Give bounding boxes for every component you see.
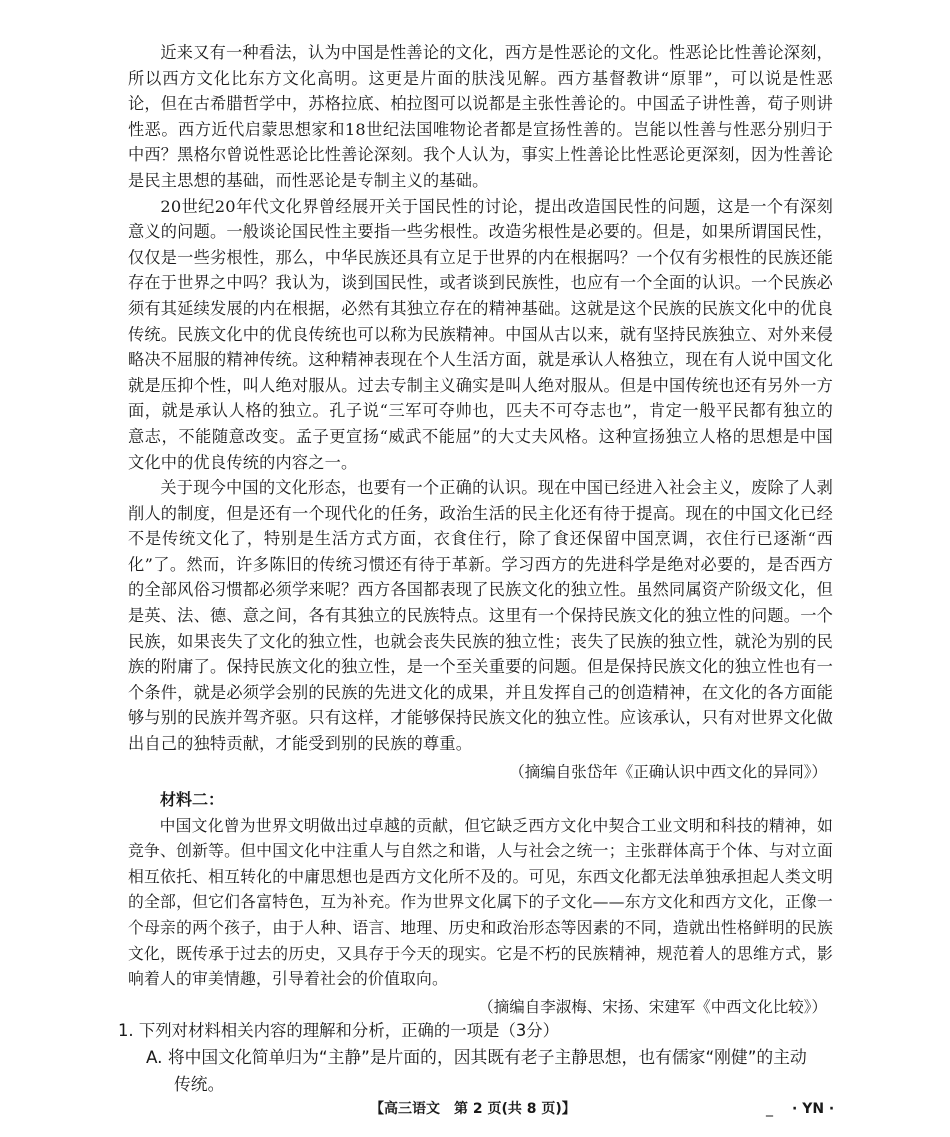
page-footer [0,1098,950,1122]
exam-code: · YN · [792,1101,835,1117]
material1-paragraph-2: 20世纪20年代文化界曾经展开关于国民性的讨论，提出改造国民性的问题，这是一个有深刻意义的问题。一般谈论国民性主要指一些劣根性。改造劣根性是必要的。但是，如果所谓国民性，仅仅是一些劣根性，那么，中华民族还具有立足于世界的内在根据吗？一个仅有劣根性的民族还能存在于世界之中吗？我认为，谈到国民性，或者谈到民族性，也应有一个全面的认识。一个民族必须有其延续发展的内在根据，必然有其独立存在的精神基础。这就是这个民族的民族文化中的优良传统。民族文化中的优良传统也可以称为民族精神。中国从古以来，就有坚持民族独立、对外来侵略决不屈服的精神传统。这种精神表现在个人生活方面，就是承认人格独立，现在有人说中国文化就是压抑个性，叫人绝对服从。过去专制主义确实是叫人绝对服从。但是中国传统也还有另外一方面，就是承认人格的独立。孔子说“三军可夺帅也，匹夫不可夺志也”，肯定一般平民都有独立的意志，不能随意改变。孟子更宣扬“威武不能屈”的大丈夫风格。这种宣扬独立人格的思想是中国文化中的优良传统的内容之一。 [128,196,833,472]
question-1 [118,1018,838,1098]
page-number-label: 【高三语文 第 2 页(共 8 页)】 [370,1101,576,1117]
option-a [118,1044,838,1098]
material1-paragraph-1: 近来又有一种看法，认为中国是性善论的文化，西方是性恶论的文化。性恶论比性善论深刻，所以西方文化比东方文化高明。这更是片面的肤浅见解。西方基督教讲“原罪”，可以说是性恶论，但在古希腊哲学中，苏格拉底、柏拉图可以说都是主张性善论的。中国孟子讲性善，荀子则讲性恶。西方近代启蒙思想家和18世纪法国唯物论者都是宣扬性善的。岂能以性善与性恶分别归于中西？黑格尔曾说性恶论比性善论深刻。我个人认为，事实上性善论比性恶论更深刻，因为性善论是民主思想的基础，而性恶论是专制主义的基础。 [128,43,833,190]
material1-source: （摘编自张岱年《正确认识中西文化的异同》） [509,762,827,781]
material1-paragraph-3: 关于现今中国的文化形态，也要有一个正确的认识。现在中国已经进入社会主义，废除了人剥削人的制度，但是还有一个现代化的任务，政治生活的民主化还有待于提高。现在的中国文化已经不是传统文化了，特别是生活方式方面，衣食住行，除了食还保留中国烹调，衣住行已逐渐“西化”了。然而，许多陈旧的传统习惯还有待于革新。学习西方的先进科学是绝对必要的，是否西方的全部风俗习惯都必须学来呢？西方各国都表现了民族文化的独立性。虽然同属资产阶级文化，但是英、法、德、意之间，各有其独立的民族特点。这里有一个保持民族文化的独立性的问题。一个民族，如果丧失了文化的独立性，也就会丧失民族的独立性；丧失了民族的独立性，就沦为别的民族的附庸了。保持民族文化的独立性，是一个至关重要的问题。但是保持民族文化的独立性也有一个条件，就是必须学会别的民族的先进文化的成果，并且发挥自己的创造精神，在文化的各方面能够与别的民族并驾齐驱。只有这样，才能够保持民族文化的独立性。应该承认，只有对世界文化做出自己的独特贡献，才能受到别的民族的尊重。 [128,478,833,754]
reading-content [128,40,833,1020]
question-stem: 1. 下列对材料相关内容的理解和分析，正确的一项是（3分） [118,1021,560,1040]
material2-heading: 材料二： [160,789,225,809]
option-a-text: A. 将中国文化简单归为“主静”是片面的，因其既有老子主静思想，也有儒家“刚健”的主动 [146,1047,807,1067]
footer-dash: _ [766,1101,773,1117]
material2-source: （摘编自李淑梅、宋扬、宋建军《中西文化比较》） [478,997,827,1016]
material2-paragraph: 中国文化曾为世界文明做出过卓越的贡献，但它缺乏西方文化中契合工业文明和科技的精神，如竞争、创新等。但中国文化中注重人与自然之和谐，人与社会之统一；主张群体高于个体、与对立面相互依托、相互转化的中庸思想也是西方文化所不及的。可见，东西文化都无法单独承担起人类文明的全部，但它们各富特色，互为补充。作为世界文化属下的子文化——东方文化和西方文化，正像一个母亲的两个孩子，由于人种、语言、地理、历史和政治形态等因素的不同，造就出性格鲜明的民族文化，既传承于过去的历史，又具存于今天的现实。它是不朽的民族精神，规范着人的思维方式，影响着人的审美情趣，引导着社会的价值取向。 [128,815,833,989]
option-a-continuation: 传统。 [174,1074,225,1094]
